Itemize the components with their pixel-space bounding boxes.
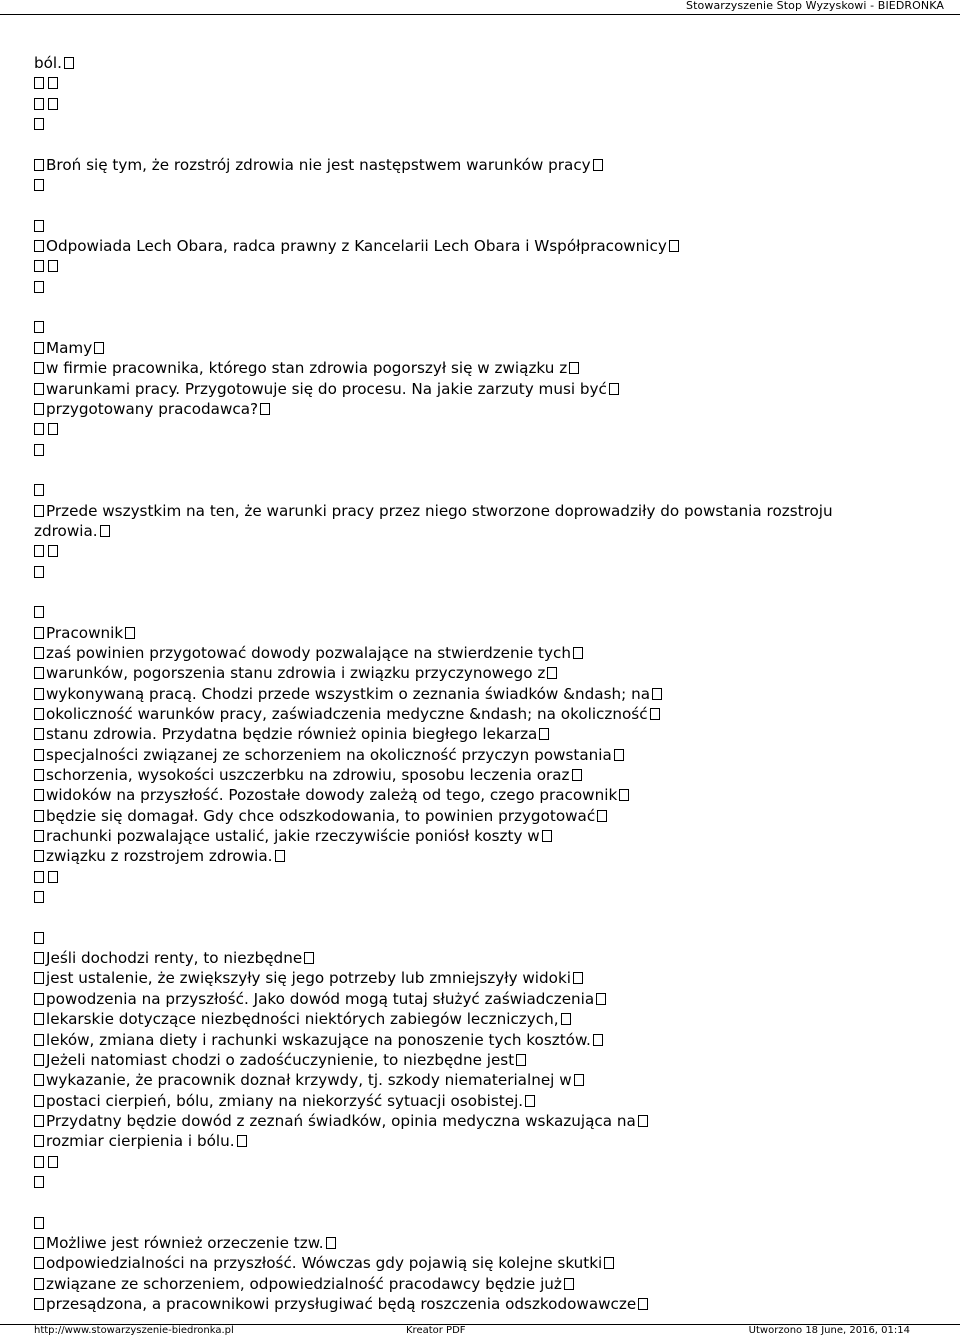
text-line — [34, 236, 939, 256]
missing-glyph-icon — [100, 525, 110, 537]
missing-glyph-icon — [260, 403, 270, 415]
missing-glyph-icon — [48, 423, 58, 435]
text-line — [34, 1213, 939, 1233]
line-text: ból. — [34, 54, 62, 72]
footer-kreator: Kreator PDF — [406, 1325, 466, 1336]
missing-glyph-icon — [34, 972, 44, 984]
missing-glyph-icon — [34, 383, 44, 395]
text-line — [34, 643, 939, 663]
text-line — [34, 114, 939, 134]
missing-glyph-icon — [34, 1115, 44, 1127]
line-text: Jeśli dochodzi renty, to niezbędne — [46, 949, 303, 968]
missing-glyph-icon — [34, 1054, 44, 1066]
missing-glyph-icon — [34, 1074, 44, 1086]
missing-glyph-icon — [569, 362, 579, 374]
line-text: postaci cierpień, bólu, zmiany na niekorzyść sytuacji osobistej. — [46, 1091, 524, 1110]
line-text: Pracownik — [46, 623, 124, 642]
missing-glyph-icon — [34, 1257, 44, 1269]
text-line — [34, 785, 939, 805]
text-line — [34, 907, 939, 927]
missing-glyph-icon — [34, 240, 44, 252]
missing-glyph-icon — [34, 342, 44, 354]
text-line — [34, 867, 939, 887]
page-header — [0, 0, 960, 15]
text-line — [34, 765, 939, 785]
text-line — [34, 562, 939, 582]
missing-glyph-icon — [34, 830, 44, 842]
missing-glyph-icon — [275, 850, 285, 862]
missing-glyph-icon — [34, 1156, 44, 1168]
missing-glyph-icon — [94, 342, 104, 354]
missing-glyph-icon — [619, 789, 629, 801]
missing-glyph-icon — [34, 749, 44, 761]
text-line — [34, 887, 939, 907]
missing-glyph-icon — [34, 952, 44, 964]
text-line — [34, 195, 939, 215]
missing-glyph-icon — [34, 1298, 44, 1310]
line-text: powodzenia na przyszłość. Jako dowód mogą tutaj służyć zaświadczenia — [46, 989, 595, 1008]
missing-glyph-icon — [34, 1013, 44, 1025]
missing-glyph-icon — [609, 383, 619, 395]
missing-glyph-icon — [34, 789, 44, 801]
text-line — [34, 806, 939, 826]
text-line — [34, 358, 939, 378]
missing-glyph-icon — [34, 708, 44, 720]
missing-glyph-icon — [48, 545, 58, 557]
text-line — [34, 684, 939, 704]
text-line — [34, 297, 939, 317]
line-text: przygotowany pracodawca? — [46, 399, 259, 418]
text-line — [34, 134, 939, 154]
missing-glyph-icon — [34, 281, 44, 293]
line-text: związane ze schorzeniem, odpowiedzialność pracodawcy będzie już — [46, 1274, 562, 1293]
missing-glyph-icon — [34, 769, 44, 781]
missing-glyph-icon — [34, 118, 44, 130]
missing-glyph-icon — [34, 932, 44, 944]
text-line — [34, 1233, 939, 1253]
text-line — [34, 704, 939, 724]
line-text: specjalności związanej ze schorzeniem na okoliczność przyczyn powstania — [46, 745, 612, 764]
missing-glyph-icon — [614, 749, 624, 761]
missing-glyph-icon — [125, 627, 135, 639]
missing-glyph-icon — [34, 993, 44, 1005]
missing-glyph-icon — [48, 1156, 58, 1168]
missing-glyph-icon — [34, 545, 44, 557]
line-text: Jeżeli natomiast chodzi o zadośćuczynienie, to niezbędne jest — [46, 1050, 515, 1069]
missing-glyph-icon — [64, 57, 74, 69]
text-line — [34, 73, 939, 93]
missing-glyph-icon — [48, 98, 58, 110]
missing-glyph-icon — [304, 952, 314, 964]
text-line — [34, 379, 939, 399]
line-text: okoliczność warunków pracy, zaświadczenia medyczne &ndash; na okoliczność — [46, 705, 648, 723]
missing-glyph-icon — [34, 220, 44, 232]
text-line — [34, 399, 939, 419]
missing-glyph-icon — [573, 972, 583, 984]
missing-glyph-icon — [604, 1257, 614, 1269]
missing-glyph-icon — [638, 1298, 648, 1310]
missing-glyph-icon — [574, 1074, 584, 1086]
missing-glyph-icon — [572, 769, 582, 781]
missing-glyph-icon — [34, 1217, 44, 1229]
text-line — [34, 256, 939, 276]
text-line — [34, 541, 939, 561]
missing-glyph-icon — [669, 240, 679, 252]
text-line — [34, 521, 939, 541]
missing-glyph-icon — [34, 179, 44, 191]
missing-glyph-icon — [593, 1034, 603, 1046]
text-line — [34, 1009, 939, 1029]
footer-created-date: Utworzono 18 June, 2016, 01:14 — [748, 1325, 910, 1336]
text-line — [34, 419, 939, 439]
line-text: rozmiar cierpienia i bólu. — [46, 1132, 235, 1151]
missing-glyph-icon — [652, 688, 662, 700]
missing-glyph-icon — [573, 647, 583, 659]
text-line — [34, 1253, 939, 1273]
missing-glyph-icon — [34, 627, 44, 639]
line-text: wykazanie, że pracownik doznał krzywdy, tj. szkody niematerialnej w — [46, 1071, 572, 1090]
missing-glyph-icon — [525, 1095, 535, 1107]
line-text: jest ustalenie, że zwiększyły się jego potrzeby lub zmniejszyły widoki — [46, 969, 571, 988]
line-text: widoków na przyszłość. Pozostałe dowody zależą od tego, czego pracownik — [46, 786, 618, 805]
text-line — [34, 277, 939, 297]
missing-glyph-icon — [34, 728, 44, 740]
missing-glyph-icon — [237, 1135, 247, 1147]
line-text: zdrowia. — [34, 521, 98, 540]
missing-glyph-icon — [516, 1054, 526, 1066]
line-text: będzie się domagał. Gdy chce odszkodowania, to powinien przygotować — [46, 806, 596, 825]
missing-glyph-icon — [34, 159, 44, 171]
missing-glyph-icon — [34, 505, 44, 517]
text-line — [34, 1172, 939, 1192]
missing-glyph-icon — [34, 260, 44, 272]
line-text: schorzenia, wysokości uszczerbku na zdrowiu, sposobu leczenia oraz — [46, 766, 570, 785]
line-text: Odpowiada Lech Obara, radca prawny z Kancelarii Lech Obara i Współpracownicy — [46, 237, 667, 256]
text-line — [34, 928, 939, 948]
missing-glyph-icon — [48, 77, 58, 89]
line-text: Mamy — [46, 338, 93, 357]
footer-url: http://www.stowarzyszenie-biedronka.pl — [34, 1325, 234, 1336]
missing-glyph-icon — [34, 566, 44, 578]
line-text: przesądzona, a pracownikowi przysługiwać będą roszczenia odszkodowawcze — [46, 1294, 637, 1313]
missing-glyph-icon — [596, 993, 606, 1005]
missing-glyph-icon — [48, 260, 58, 272]
line-text: rachunki pozwalające ustalić, jakie rzeczywiście poniósł koszty w — [46, 827, 540, 846]
text-line — [34, 989, 939, 1009]
text-line — [34, 1050, 939, 1070]
text-line — [34, 338, 939, 358]
missing-glyph-icon — [34, 1135, 44, 1147]
text-line — [34, 1091, 939, 1111]
missing-glyph-icon — [34, 98, 44, 110]
missing-glyph-icon — [326, 1237, 336, 1249]
line-text: zaś powinien przygotować dowody pozwalające na stwierdzenie tych — [46, 643, 571, 662]
document-body — [34, 53, 939, 1314]
missing-glyph-icon — [34, 891, 44, 903]
text-line — [34, 216, 939, 236]
missing-glyph-icon — [34, 688, 44, 700]
header-title: Stowarzyszenie Stop Wyzyskowi - BIEDRONKA — [686, 0, 944, 12]
text-line — [34, 582, 939, 602]
missing-glyph-icon — [34, 1237, 44, 1249]
missing-glyph-icon — [34, 871, 44, 883]
line-text: Przede wszystkim na ten, że warunki pracy przez niego stworzone doprowadziły do powstania rozstroju — [46, 501, 833, 520]
missing-glyph-icon — [34, 77, 44, 89]
missing-glyph-icon — [34, 484, 44, 496]
missing-glyph-icon — [34, 444, 44, 456]
line-text: lekarskie dotyczące niezbędności niektórych zabiegów leczniczych, — [46, 1010, 559, 1029]
missing-glyph-icon — [593, 159, 603, 171]
text-line — [34, 602, 939, 622]
text-line — [34, 663, 939, 683]
text-line — [34, 1111, 939, 1131]
line-text: Broń się tym, że rozstrój zdrowia nie jest następstwem warunków pracy — [46, 155, 591, 174]
missing-glyph-icon — [34, 1034, 44, 1046]
text-line — [34, 480, 939, 500]
text-line — [34, 623, 939, 643]
missing-glyph-icon — [34, 667, 44, 679]
text-line — [34, 94, 939, 114]
text-line — [34, 1070, 939, 1090]
text-line — [34, 317, 939, 337]
missing-glyph-icon — [34, 810, 44, 822]
missing-glyph-icon — [34, 403, 44, 415]
text-line — [34, 724, 939, 744]
page-footer — [0, 1324, 960, 1338]
text-line — [34, 1294, 939, 1314]
line-text: Przydatny będzie dowód z zeznań świadków, opinia medyczna wskazująca na — [46, 1111, 636, 1130]
line-text: Możliwe jest również orzeczenie tzw. — [46, 1233, 324, 1252]
text-line — [34, 846, 939, 866]
text-line — [34, 826, 939, 846]
line-text: warunków, pogorszenia stanu zdrowia i związku przyczynowego z — [46, 664, 546, 683]
text-line — [34, 968, 939, 988]
line-text: związku z rozstrojem zdrowia. — [46, 847, 273, 866]
missing-glyph-icon — [34, 606, 44, 618]
text-line — [34, 1152, 939, 1172]
missing-glyph-icon — [34, 1278, 44, 1290]
text-line — [34, 175, 939, 195]
line-text: stanu zdrowia. Przydatna będzie również opinia biegłego lekarza — [46, 725, 538, 744]
missing-glyph-icon — [48, 871, 58, 883]
text-line — [34, 155, 939, 175]
missing-glyph-icon — [561, 1013, 571, 1025]
text-line — [34, 1131, 939, 1151]
missing-glyph-icon — [34, 423, 44, 435]
missing-glyph-icon — [564, 1278, 574, 1290]
text-line — [34, 745, 939, 765]
line-text: wykonywaną pracą. Chodzi przede wszystkim o zeznania świadków &ndash; na — [46, 684, 650, 703]
missing-glyph-icon — [34, 1176, 44, 1188]
missing-glyph-icon — [34, 362, 44, 374]
missing-glyph-icon — [539, 728, 549, 740]
missing-glyph-icon — [547, 667, 557, 679]
missing-glyph-icon — [542, 830, 552, 842]
missing-glyph-icon — [638, 1115, 648, 1127]
line-text: odpowiedzialności na przyszłość. Wówczas gdy pojawią się kolejne skutki — [46, 1254, 603, 1273]
text-line — [34, 948, 939, 968]
missing-glyph-icon — [34, 1095, 44, 1107]
line-text: w firmie pracownika, którego stan zdrowia pogorszył się w związku z — [46, 359, 568, 378]
missing-glyph-icon — [650, 708, 660, 720]
text-line — [34, 501, 939, 521]
missing-glyph-icon — [34, 321, 44, 333]
text-line — [34, 1274, 939, 1294]
line-text: leków, zmiana diety i rachunki wskazujące na ponoszenie tych kosztów. — [46, 1030, 591, 1049]
line-text: warunkami pracy. Przygotowuje się do procesu. Na jakie zarzuty musi być — [46, 379, 607, 398]
text-line — [34, 460, 939, 480]
missing-glyph-icon — [34, 850, 44, 862]
text-line — [34, 53, 939, 73]
text-line — [34, 1192, 939, 1212]
missing-glyph-icon — [597, 810, 607, 822]
text-line — [34, 440, 939, 460]
missing-glyph-icon — [34, 647, 44, 659]
text-line — [34, 1030, 939, 1050]
